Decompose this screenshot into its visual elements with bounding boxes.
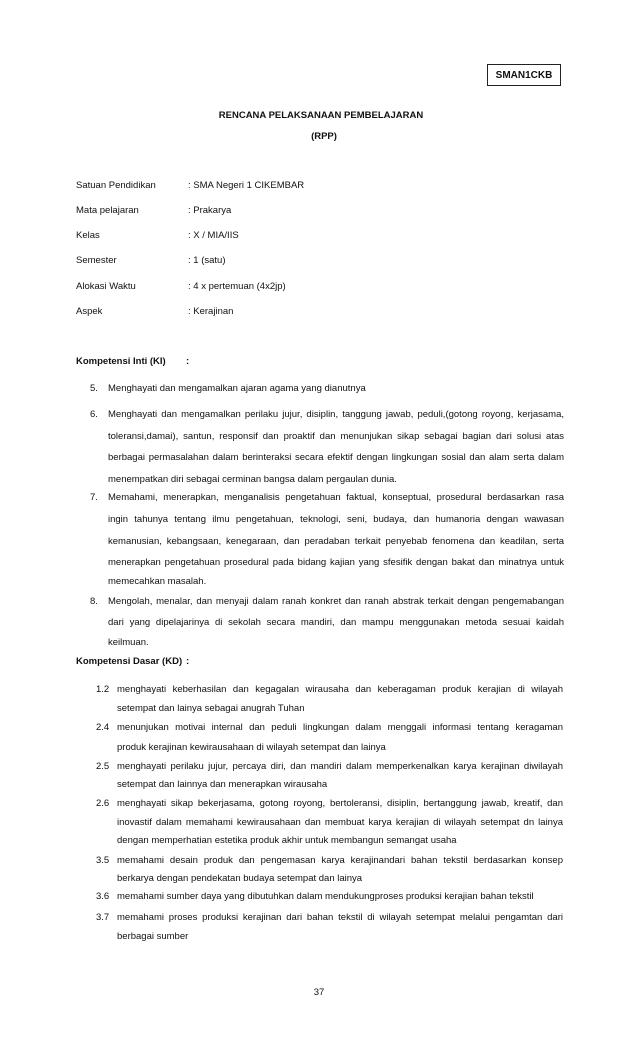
ki-item-line: keilmuan. — [108, 637, 149, 648]
identity-value: : 1 (satu) — [188, 255, 226, 266]
kd-item-line: berbagai sumber — [117, 931, 189, 942]
ki-item-line: kemanusian, kebangsaan, kenegaraan, dan peradaban terkait penyebab fenomena dan keadilan, serta — [108, 536, 564, 547]
kd-item-line: menghayati keberhasilan dan kegagalan wirausaha dan keberagaman produk kerajian di wilayah — [117, 684, 563, 695]
ki-item-line: ingin tahunya tentang ilmu pengetahuan, teknologi, seni, budaya, dan humanoria dengan wawasan — [108, 514, 564, 525]
kd-item-number: 2.5 — [96, 761, 110, 772]
kd-item-line: menghayati perilaku jujur, percaya diri, dan mandiri dalam memperkenalkan karya kerajinan diwilayah — [117, 761, 563, 772]
ki-item-line: toleransi,damai), santun, responsif dan proaktif dan menunjukan sikap sebagai bagian dari solusi atas — [108, 431, 564, 442]
identity-value: : Prakarya — [188, 205, 232, 216]
kd-heading-colon: : — [186, 656, 190, 667]
identity-label: Semester — [76, 255, 117, 266]
ki-item-line: memecahkan masalah. — [108, 576, 207, 587]
kd-item-number: 1.2 — [96, 684, 110, 695]
identity-value: : X / MIA/IIS — [188, 230, 239, 241]
identity-value: : SMA Negeri 1 CIKEMBAR — [188, 180, 305, 191]
kd-heading — [76, 656, 190, 667]
kd-item-line: dengan memperhatian estetika produk akhir untuk membangun semangat usaha — [117, 835, 457, 846]
ki-item-number: 7. — [90, 492, 98, 503]
kd-item-line: menghayati sikap bekerjasama, gotong royong, bertoleransi, disiplin, bertanggung jawab, kreatif, dan — [117, 798, 563, 809]
ki-item-number: 6. — [90, 409, 98, 420]
ki-item-number: 8. — [90, 596, 98, 607]
kd-item-line: memahami desain produk dan pengemasan karya kerajinandari bahan tekstil berdasarkan konsep — [117, 855, 563, 866]
ki-item-number: 5. — [90, 383, 98, 394]
page-number: 37 — [313, 987, 325, 998]
kd-item-number: 3.7 — [96, 912, 110, 923]
kd-item-number: 2.6 — [96, 798, 110, 809]
kd-heading-label: Kompetensi Dasar (KD) — [76, 656, 183, 667]
kd-item-line: inovastif dalam memahami kewirausahaan dan membuat karya kerajian di wilayah setempat dn lainya — [117, 817, 563, 828]
ki-item-line: Menghayati dan mengamalkan ajaran agama yang dianutnya — [108, 383, 366, 394]
document-title: RENCANA PELAKSANAAN PEMBELAJARAN — [218, 110, 424, 121]
kd-item-line: setempat dan lainya sebagai anugrah Tuhan — [117, 703, 305, 714]
ki-item-line: Memahami, menerapkan, menganalisis pengetahuan faktual, konseptual, prosedural berdasarkan rasa — [108, 492, 564, 503]
ki-item-line: dari yang dipelajarinya di sekolah secara mandiri, dan mampu menggunakan metoda sesuai kaidah — [108, 617, 564, 628]
ki-heading — [76, 356, 190, 367]
identity-label: Aspek — [76, 306, 103, 317]
identity-label: Alokasi Waktu — [76, 281, 136, 292]
kd-item-line: berkarya dengan pendekatan budaya setempat dan lainya — [117, 873, 363, 884]
kd-item-line: memahami sumber daya yang dibutuhkan dalam mendukungproses produksi kerajian bahan tekstil — [117, 891, 534, 902]
ki-item-line: menerapkan pengetahuan prosedural pada bidang kajian yang sfesifik dengan bakat dan minatnya untuk — [108, 557, 564, 568]
identity-label: Mata pelajaran — [76, 205, 139, 216]
school-code-box: SMAN1CKB — [487, 64, 561, 86]
ki-heading-label: Kompetensi Inti (KI) — [76, 356, 166, 367]
kd-item-number: 2.4 — [96, 722, 110, 733]
identity-value: : Kerajinan — [188, 306, 234, 317]
kd-item-number: 3.5 — [96, 855, 110, 866]
kd-item-line: setempat dan lainnya dan menerapkan wirausaha — [117, 779, 328, 790]
identity-value: : 4 x pertemuan (4x2jp) — [188, 281, 286, 292]
ki-item-line: Mengolah, menalar, dan menyaji dalam ranah konkret dan ranah abstrak terkait dengan pengemabangan — [108, 596, 564, 607]
identity-label: Satuan Pendidikan — [76, 180, 156, 191]
ki-item-line: Menghayati dan mengamalkan perilaku jujur, disiplin, tanggung jawab, peduli,(gotong royong, kerjasama, — [108, 409, 564, 420]
identity-label: Kelas — [76, 230, 100, 241]
kd-item-line: produk kerajinan kewirausahaan di wilayah setempat dan lainya — [117, 742, 386, 753]
ki-item-line: berbagai permasalahan dalam berinteraksi secara efektif dengan lingkungan sosial dan alam serta dalam — [108, 452, 564, 463]
document-subtitle: (RPP) — [311, 131, 337, 142]
ki-heading-colon: : — [186, 356, 190, 367]
ki-item-line: menempatkan diri sebagai cerminan bangsa dalam pergaulan dunia. — [108, 474, 397, 485]
kd-item-number: 3.6 — [96, 891, 110, 902]
kd-item-line: menunjukan motivai internal dan peduli lingkungan dalam menggali informasi tentang keragaman — [117, 722, 563, 733]
kd-item-line: memahami proses produksi kerajinan dari bahan tekstil di wilayah setempat melalui pengamtan dari — [117, 912, 563, 923]
